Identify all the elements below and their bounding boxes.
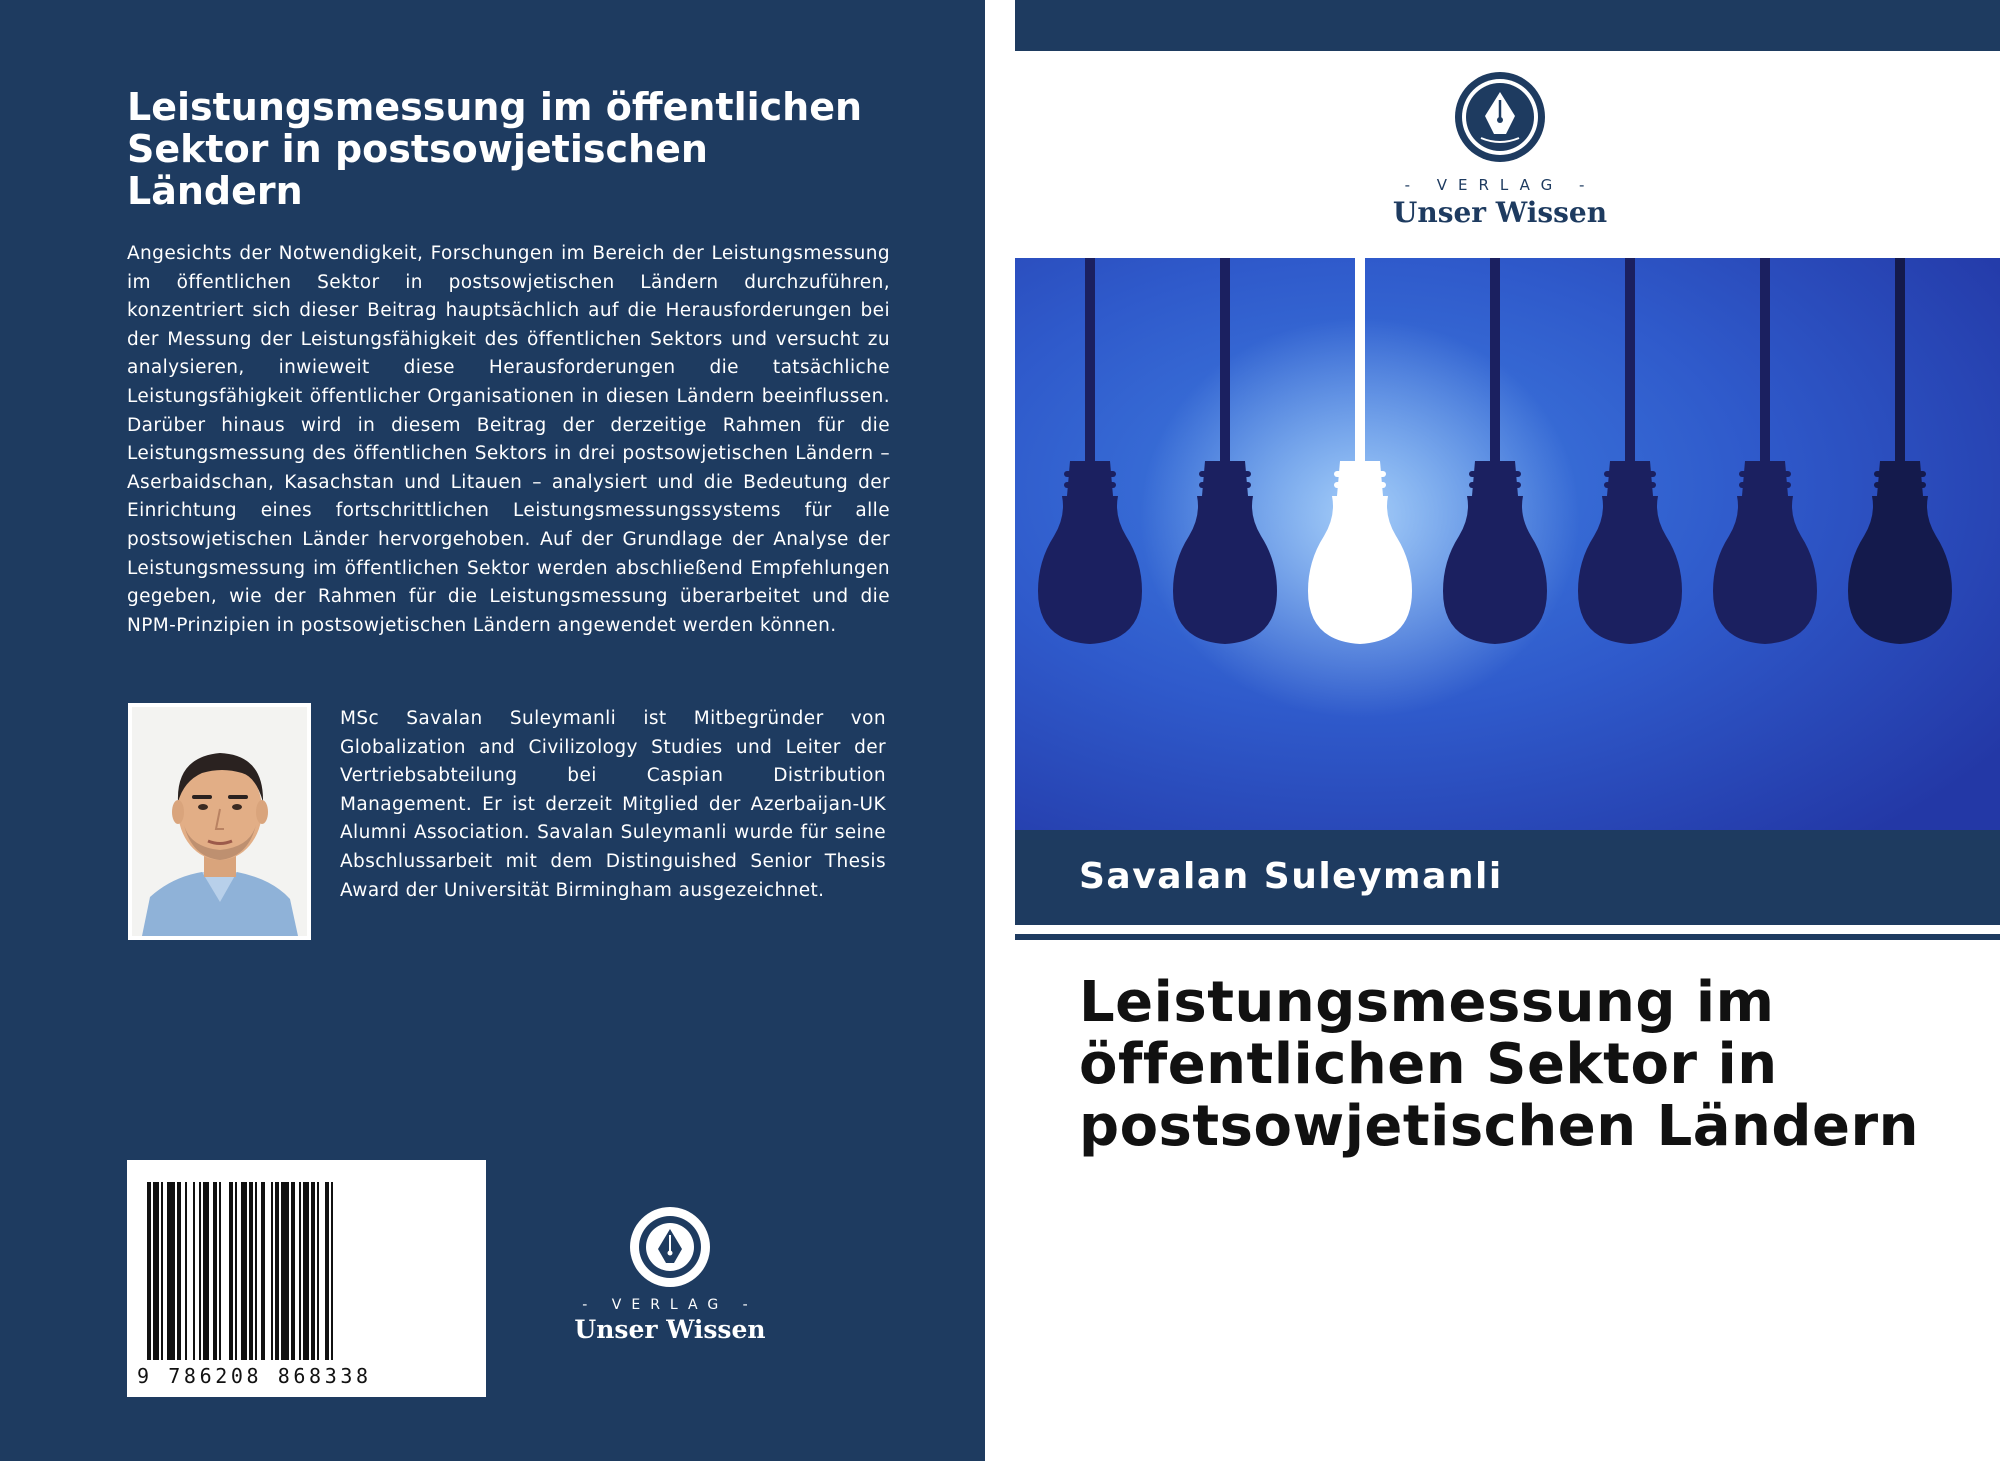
hanging-light-bulbs-icon: [1015, 258, 2000, 830]
publisher-verlag-label: - VERLAG -: [1404, 176, 1596, 194]
front-title-line: öffentlichen Sektor in: [1079, 1032, 1778, 1097]
back-cover: [0, 0, 985, 1461]
publisher-name: Unser Wissen: [1392, 196, 1608, 229]
pen-nib-icon: [1453, 70, 1547, 164]
barcode-bar: [291, 1182, 295, 1360]
publisher-name: Unser Wissen: [574, 1315, 766, 1344]
front-author-name: Savalan Suleymanli: [1079, 856, 1503, 897]
barcode-bar: [317, 1182, 319, 1360]
publisher-verlag-label: - VERLAG -: [582, 1297, 758, 1313]
barcode-bar: [331, 1182, 333, 1360]
barcode-bar: [299, 1182, 301, 1360]
barcode-bar: [185, 1182, 187, 1360]
barcode-bar: [147, 1182, 151, 1360]
barcode-bar: [249, 1182, 253, 1360]
barcode-bar: [153, 1182, 159, 1360]
isbn-barcode: [127, 1160, 486, 1397]
back-title-line: Leistungsmessung im öffentlichen: [127, 85, 863, 129]
barcode-bar: [219, 1182, 221, 1360]
back-cover-title: [127, 86, 927, 212]
barcode-bar: [241, 1182, 247, 1360]
barcode-bar: [235, 1182, 237, 1360]
front-top-bar: [1015, 0, 2000, 51]
isbn-digits: 9 786208 868338: [137, 1364, 372, 1388]
barcode-bar: [255, 1182, 257, 1360]
divider-rule: [1015, 934, 2000, 940]
barcode-bars: [127, 1160, 486, 1397]
barcode-bar: [199, 1182, 201, 1360]
barcode-bar: [275, 1182, 279, 1360]
barcode-bar: [281, 1182, 289, 1360]
barcode-bar: [167, 1182, 175, 1360]
front-cover-title: [1079, 972, 1979, 1158]
front-title-line: Leistungsmessung im: [1079, 970, 1775, 1035]
barcode-bar: [261, 1182, 265, 1360]
barcode-bar: [229, 1182, 233, 1360]
barcode-bar: [303, 1182, 309, 1360]
barcode-bar: [271, 1182, 273, 1360]
barcode-bar: [203, 1182, 209, 1360]
author-band: [1015, 830, 2000, 925]
front-title-line: postsowjetischen Ländern: [1079, 1094, 1919, 1159]
barcode-bar: [325, 1182, 329, 1360]
pen-nib-icon: [628, 1205, 712, 1289]
barcode-bar: [213, 1182, 217, 1360]
author-bio: MSc Savalan Suleymanli ist Mitbegründer von Globalization and Civilizology Studies und Leiter der Vertriebsabteilung bei Caspian Distribution Management. Er ist derzeit Mitglied der Azerbaijan-UK Alumni Association. Savalan Suleymanli wurde für seine Abschlussarbeit mit dem Distinguished Senior Thesis Award der Universität Birmingham ausgezeichnet.: [340, 708, 886, 901]
back-title-line: Sektor in postsowjetischen: [127, 127, 708, 171]
front-publisher-logo: [1380, 70, 1620, 229]
barcode-bar: [161, 1182, 163, 1360]
barcode-bar: [193, 1182, 195, 1360]
back-publisher-logo: [560, 1205, 780, 1344]
barcode-bar: [177, 1182, 181, 1360]
author-portrait-image: [132, 707, 307, 936]
cover-illustration: [1015, 258, 2000, 830]
book-blurb: Angesichts der Notwendigkeit, Forschungen im Bereich der Leistungsmessung im öffentlichen Sektor in postsowjetischen Ländern durchzuführen, konzentriert sich dieser Beitrag hauptsächlich auf die Herausforderungen bei der Messung der Leistungsfähigkeit des öffentlichen Sektors und versucht zu analysieren, inwieweit diese Herausforderungen die tatsächliche Leistungsfähigkeit öffentlicher Organisationen in diesen Ländern beeinflussen. Darüber hinaus wird in diesem Beitrag der derzeitige Rahmen für die Leistungsmessung des öffentlichen Sektors in drei postsowjetischen Ländern – Aserbaidschan, Kasachstan und Litauen – analysiert und die Bedeutung der Einrichtung eines fortschrittlichen Leistungsmessungssystems für alle postsowjetischen Länder hervorgehoben. Auf der Grundlage der Analyse der Leistungsmessung im öffentlichen Sektor werden abschließend Empfehlungen gegeben, wie der Rahmen für die Leistungsmessung überarbeitet und die NPM-Prinzipien in postsowjetischen Ländern angewendet werden können.: [127, 243, 890, 636]
back-title-line: Ländern: [127, 169, 303, 213]
author-photo: [128, 703, 311, 940]
barcode-bar: [311, 1182, 315, 1360]
